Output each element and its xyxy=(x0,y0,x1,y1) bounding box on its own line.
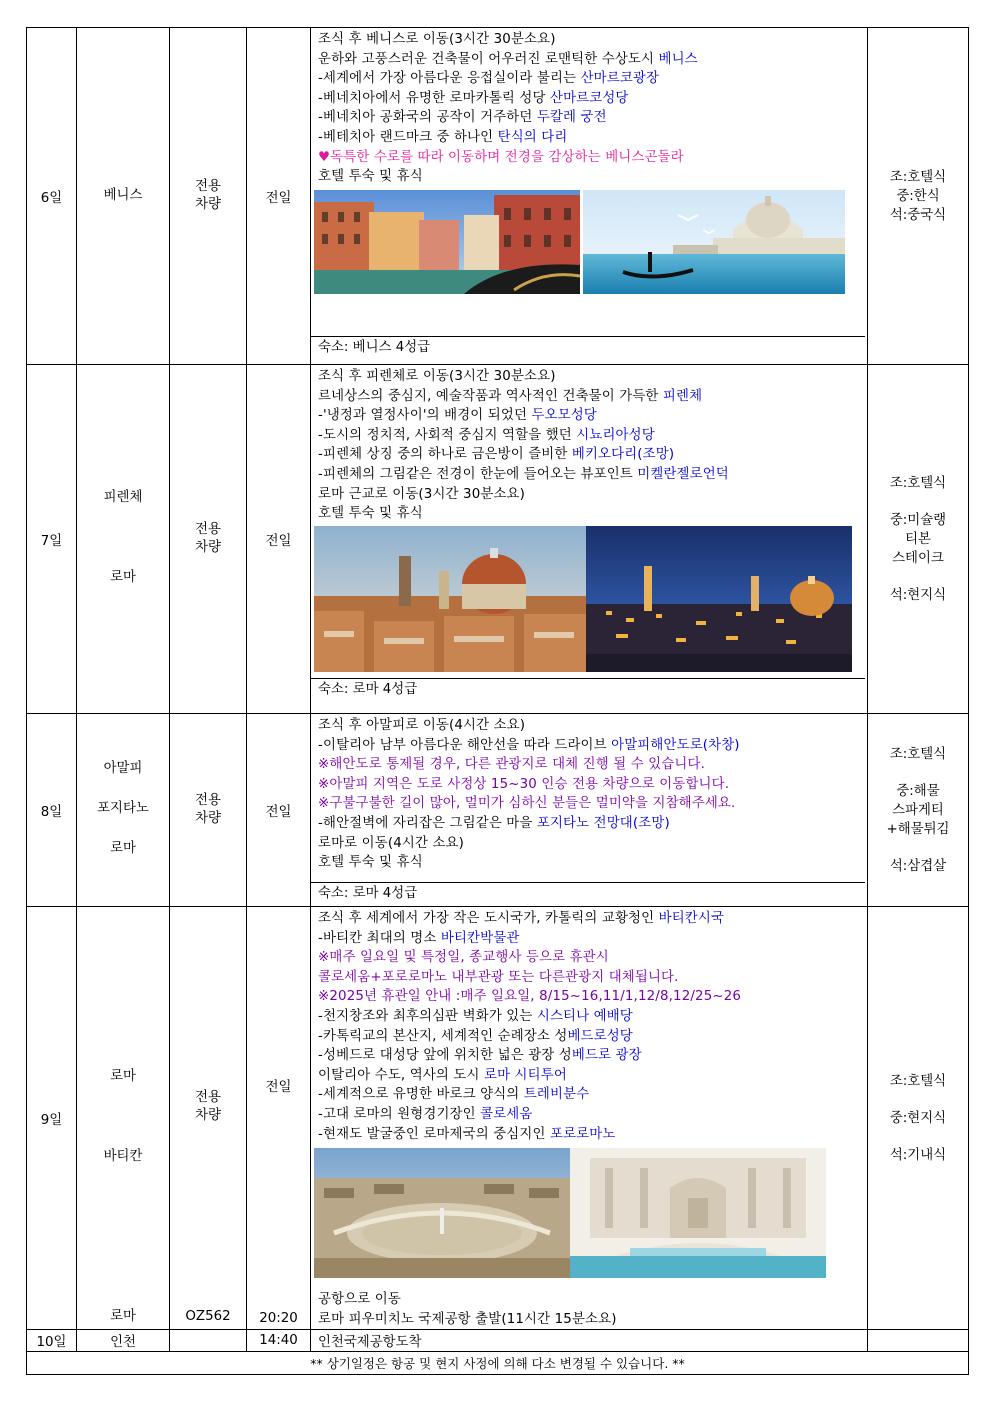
day-label: 8일 xyxy=(27,714,77,907)
schedule-line xyxy=(318,716,867,736)
highlight-text: ♥독특한 수로를 따라 이동하며 전경을 감상하는 베니스곤돌라 xyxy=(318,149,684,165)
line-text: 로마로 이동(4시간 소요) xyxy=(318,835,464,851)
meal-item: 석:기내식 xyxy=(889,1147,947,1163)
arrival-time: 14:40 xyxy=(247,1330,311,1352)
florence-night-photo xyxy=(586,526,852,672)
accommodation: 숙소: 로마 4성급 xyxy=(311,678,865,700)
highlight-text: 포로로마노 xyxy=(549,1126,616,1142)
line-text: -현재도 발굴중인 로마제국의 중심지인 xyxy=(318,1126,550,1142)
schedule-line xyxy=(318,30,867,50)
day-row xyxy=(27,365,969,714)
schedule-line xyxy=(318,485,867,505)
line-text: 조식 후 피렌체로 이동(3시간 30분소요) xyxy=(318,369,556,384)
schedule-line xyxy=(318,987,867,1007)
line-text: 로마 피우미치노 국제공항 출발(11시간 15분소요) xyxy=(318,1311,617,1327)
meal-item: 석:현지식 xyxy=(889,587,947,603)
schedule-line xyxy=(318,1290,867,1310)
schedule-line xyxy=(318,948,867,968)
city-cell xyxy=(77,28,170,365)
city-name xyxy=(77,780,169,800)
city-name: 피렌체 xyxy=(103,490,143,505)
highlight-text: 아말피해안도로(차창) xyxy=(611,737,740,753)
line-text: -이탈리아 남부 아름다운 해안선을 따라 드라이브 xyxy=(318,737,612,753)
schedule-line xyxy=(318,1105,867,1125)
schedule-line xyxy=(318,89,867,109)
schedule-line xyxy=(318,736,867,756)
schedule-lines xyxy=(311,714,867,882)
day-row xyxy=(27,907,969,1330)
day-label: 7일 xyxy=(27,365,77,714)
line-text: 호텔 투숙 및 휴식 xyxy=(318,169,423,185)
schedule-line xyxy=(318,794,867,814)
city-name: 포지타노 xyxy=(97,801,149,816)
schedule-detail xyxy=(311,365,868,714)
city-name xyxy=(77,529,169,549)
city-cell xyxy=(77,907,170,1330)
highlight-text: ※매주 일요일 및 특정일, 종교행사 등으로 휴관시 xyxy=(318,950,609,966)
transport-cell: 전용 차량 xyxy=(170,365,247,714)
city-name: 로마 xyxy=(110,1309,136,1325)
line-text: 르네상스의 중심지, 예술작품과 역사적인 건축물이 가득한 xyxy=(318,388,663,404)
highlight-text: 시스티나 예배당 xyxy=(536,1008,633,1024)
schedule-line xyxy=(318,504,867,524)
line-text: -'냉정과 열정사이'의 배경이 되었던 xyxy=(318,408,532,424)
city-name: 아말피 xyxy=(103,761,143,776)
meals-cell xyxy=(868,28,969,365)
schedule-line xyxy=(318,128,867,148)
meal-item xyxy=(868,568,968,586)
schedule-tail-lines xyxy=(311,1286,867,1329)
city-name: 바티칸 xyxy=(103,1149,143,1165)
line-text: -베네치아 공화국의 공작이 거주하던 xyxy=(318,110,537,126)
city-name xyxy=(77,1128,169,1148)
day-row xyxy=(27,28,969,365)
schedule-line xyxy=(318,387,867,407)
city-name xyxy=(77,820,169,840)
time-cell: 전일 xyxy=(247,365,311,714)
schedule-notice: ** 상기일정은 항공 및 현지 사정에 의해 다소 변경될 수 있습니다. ** xyxy=(27,1352,969,1375)
schedule-line xyxy=(318,445,867,465)
schedule-line xyxy=(318,1027,867,1047)
accommodation: 숙소: 로마 4성급 xyxy=(311,882,865,904)
venice-gondola-photo xyxy=(583,190,845,294)
schedule-detail xyxy=(311,714,868,907)
schedule-line xyxy=(318,426,867,446)
highlight-text: 트레비분수 xyxy=(523,1087,590,1103)
meals-cell xyxy=(868,714,969,907)
line-text: 로마 근교로 이동(3시간 30분소요) xyxy=(318,486,525,502)
line-text: -피렌체의 그림같은 전경이 한눈에 들어오는 뷰포인트 xyxy=(318,466,638,482)
schedule-line xyxy=(318,1085,867,1105)
venice-canal-photo xyxy=(314,190,580,294)
line-text: -카톡릭교의 본산지, 세계적인 순례장소 성 xyxy=(318,1028,568,1044)
line-text: -바티칸 최대의 명소 xyxy=(318,930,441,946)
itinerary-table xyxy=(26,27,969,1375)
meal-item: 중:미슐랭 티본 스테이크 xyxy=(889,512,947,566)
city-name: 로마 xyxy=(110,570,136,585)
schedule-line xyxy=(318,406,867,426)
highlight-text: 미켈란젤로언덕 xyxy=(637,466,729,482)
schedule-detail xyxy=(311,907,868,1330)
schedule-line xyxy=(318,834,867,854)
schedule-line xyxy=(318,69,867,89)
trevi-fountain-photo xyxy=(570,1148,826,1278)
highlight-text: ※아말피 지역은 도로 사정상 15~30 인승 전용 차량으로 이동합니다. xyxy=(318,776,730,792)
line-text: 호텔 투숙 및 휴식 xyxy=(318,506,423,522)
schedule-line xyxy=(318,929,867,949)
transport-cell xyxy=(170,1330,247,1352)
transport-cell: 전용 차량 xyxy=(170,28,247,365)
flight-number: OZ562 xyxy=(185,1309,231,1325)
line-text: -성베드로 대성당 앞에 위치한 넓은 광장 성 xyxy=(318,1048,572,1064)
line-text: -도시의 정치적, 사회적 중심지 역할을 했던 xyxy=(318,427,577,443)
highlight-text: 바티칸박물관 xyxy=(440,930,520,946)
day-label: 10일 xyxy=(27,1330,77,1352)
meal-item xyxy=(868,839,968,857)
meal-item: 석:삼겹살 xyxy=(889,858,947,874)
meal-item: 조:호텔식 xyxy=(889,169,947,185)
line-text: 조식 후 세계에서 가장 작은 도시국가, 카톨릭의 교황청인 xyxy=(318,911,659,926)
vatican-square-photo xyxy=(314,1148,570,1278)
schedule-lines xyxy=(311,28,867,187)
day-row xyxy=(27,1330,969,1352)
line-text: 조식 후 베니스로 이동(3시간 30분소요) xyxy=(318,32,556,47)
city-name: 로마 xyxy=(110,1069,136,1085)
highlight-text: 탄식의 다리 xyxy=(497,129,568,145)
highlight-text: 베키오다리(조망) xyxy=(571,447,675,463)
city-name: 베니스 xyxy=(103,188,143,203)
highlight-text: 피렌체 xyxy=(662,388,703,404)
line-text: -세계적으로 유명한 바로크 양식의 xyxy=(318,1087,524,1103)
transport-cell: 전용 차량 OZ562 xyxy=(170,907,247,1330)
highlight-text: 바티칸시국 xyxy=(658,911,725,926)
schedule-line xyxy=(318,1046,867,1066)
meals-cell xyxy=(868,365,969,714)
city-name xyxy=(77,509,169,529)
meal-item: 중:한식 xyxy=(896,188,940,204)
schedule-line xyxy=(318,755,867,775)
schedule-lines xyxy=(311,365,867,524)
line-text: 운하와 고풍스러운 건축물이 어우러진 로맨틱한 수상도시 xyxy=(318,51,659,67)
line-text: -해안절벽에 자리잡은 그림같은 마을 xyxy=(318,815,537,831)
city-name xyxy=(77,1108,169,1128)
schedule-line xyxy=(318,148,867,168)
schedule-line xyxy=(318,1125,867,1145)
highlight-text: 콜로세움+포로로마노 내부관광 또는 다른관광지 대체됩니다. xyxy=(318,969,679,985)
schedule-line xyxy=(318,465,867,485)
meal-item: 조:호텔식 xyxy=(889,475,947,491)
schedule-line xyxy=(318,1310,867,1330)
line-text: 호텔 투숙 및 휴식 xyxy=(318,855,423,871)
departure-time: 20:20 xyxy=(259,1311,298,1327)
meal-item: 중:해물 스파게티 +해물튀김 xyxy=(886,783,950,837)
highlight-text: 베니스 xyxy=(658,51,698,67)
city-name: 로마 xyxy=(110,841,136,856)
highlight-text: 베드로 광장 xyxy=(571,1048,642,1064)
schedule-line xyxy=(318,853,867,873)
arrival-text: 인천국제공항도착 xyxy=(311,1330,868,1352)
line-text: -베테치아 랜드마크 중 하나인 xyxy=(318,129,498,145)
city-name xyxy=(77,549,169,569)
accommodation: 숙소: 베니스 4성급 xyxy=(311,336,865,358)
line-text: -피렌체 상징 중의 하나로 금은방이 즐비한 xyxy=(318,447,572,463)
schedule-line xyxy=(318,814,867,834)
highlight-text: 로마 시티투어 xyxy=(483,1067,567,1083)
schedule-line xyxy=(318,1066,867,1086)
meal-item xyxy=(868,764,968,782)
schedule-line xyxy=(318,167,867,187)
meals-cell xyxy=(868,1330,969,1352)
line-text: -세계에서 가장 아름다운 응접실이라 불리는 xyxy=(318,71,581,87)
highlight-text: 콜로세움 xyxy=(480,1106,533,1122)
city-cell xyxy=(77,714,170,907)
meal-item: 중:현지식 xyxy=(889,1110,947,1126)
time-cell: 전일 xyxy=(247,28,311,365)
transport-cell: 전용 차량 xyxy=(170,714,247,907)
city-name: 인천 xyxy=(77,1330,170,1352)
schedule-lines xyxy=(311,907,867,1144)
schedule-line xyxy=(318,367,867,387)
schedule-line xyxy=(318,108,867,128)
highlight-text: 산마르코광장 xyxy=(580,71,660,87)
line-text: -베네치아에서 유명한 로마카톨릭 성당 xyxy=(318,90,550,106)
time-cell: 전일 xyxy=(247,714,311,907)
line-text: -천지창조와 최후의심판 벽화가 있는 xyxy=(318,1008,537,1024)
highlight-text: 시뇨리아성당 xyxy=(576,427,655,443)
meal-item xyxy=(868,493,968,511)
day-label: 9일 xyxy=(27,907,77,1330)
line-text: 공항으로 이동 xyxy=(318,1292,401,1308)
meal-item: 조:호텔식 xyxy=(889,746,947,762)
schedule-line xyxy=(318,775,867,795)
day-row xyxy=(27,714,969,907)
highlight-text: 베드로성당 xyxy=(567,1028,633,1044)
schedule-line xyxy=(318,968,867,988)
highlight-text: 두칼레 궁전 xyxy=(536,110,607,126)
meal-item xyxy=(868,1128,968,1146)
day-label: 6일 xyxy=(27,28,77,365)
highlight-text: ※해안도로 통제될 경우, 다른 관광지로 대체 진행 될 수 있습니다. xyxy=(318,757,705,773)
schedule-line xyxy=(318,50,867,70)
line-text: 이탈리아 수도, 역사의 도시 xyxy=(318,1067,484,1083)
schedule-line xyxy=(318,1007,867,1027)
city-name xyxy=(77,1088,169,1108)
florence-day-photo xyxy=(314,526,586,672)
meal-item: 석:중국식 xyxy=(889,207,947,223)
meal-item: 조:호텔식 xyxy=(889,1073,947,1089)
highlight-text: ※2025년 휴관일 안내 :매주 일요일, 8/15~16,11/1,12/8,12/25~26 xyxy=(318,989,742,1005)
line-text: 조식 후 아말피로 이동(4시간 소요) xyxy=(318,718,526,733)
highlight-text: 포지타노 전망대(조망) xyxy=(536,815,670,831)
time-cell: 전일 20:20 xyxy=(247,907,311,1330)
highlight-text: ※구불구불한 길이 많아, 멀미가 심하신 분들은 멀미약을 지참해주세요. xyxy=(318,796,736,812)
schedule-detail xyxy=(311,28,868,365)
city-cell xyxy=(77,365,170,714)
meals-cell xyxy=(868,907,969,1330)
line-text: -고대 로마의 원형경기장인 xyxy=(318,1106,481,1122)
schedule-line xyxy=(318,909,867,929)
highlight-text: 두오모성당 xyxy=(531,408,597,424)
meal-item xyxy=(868,1091,968,1109)
highlight-text: 산마르코성당 xyxy=(549,90,629,106)
